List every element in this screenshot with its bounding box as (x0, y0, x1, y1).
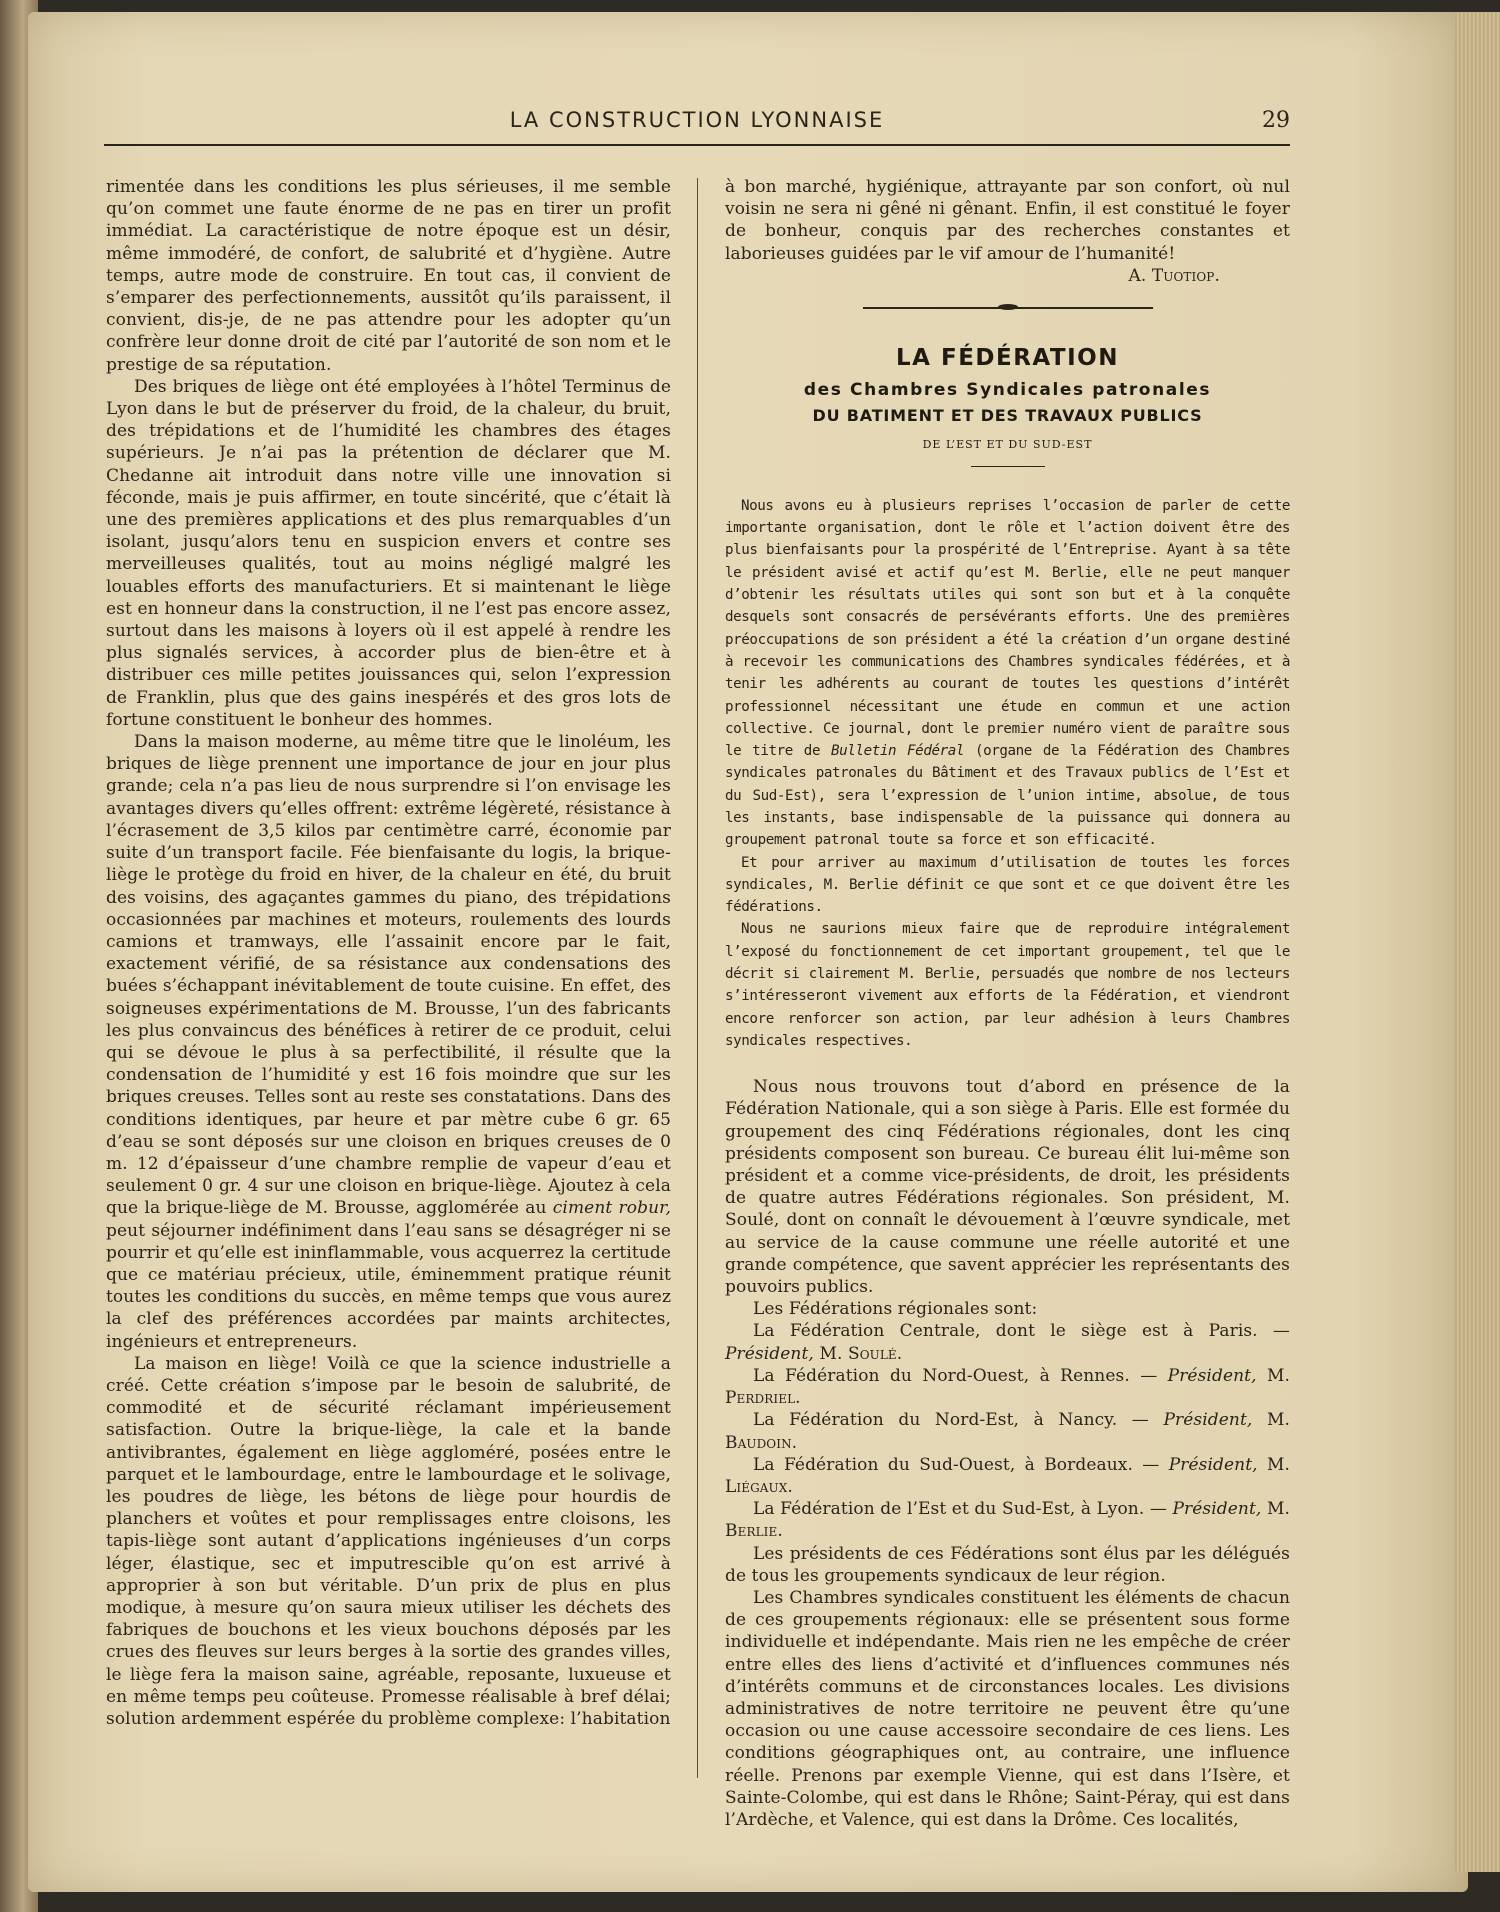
left-column (106, 176, 671, 1730)
right-column (725, 176, 1290, 1831)
column-divider (697, 178, 698, 1778)
intro-paragraph (725, 495, 1290, 852)
section-ornament (863, 303, 1153, 313)
federation-item: La Fédération du Nord-Ouest, à Rennes. — Président, M. Perdriel. (725, 1365, 1290, 1409)
federation-item: La Fédération du Nord-Est, à Nancy. — Président, M. Baudoin. (725, 1410, 1290, 1453)
section-subtitle: DU BATIMENT ET DES TRAVAUX PUBLICS (812, 406, 1203, 426)
paragraph: Les Fédérations régionales sont: (753, 1299, 1038, 1320)
federation-item: La Fédération de l’Est et du Sud-Est, à Lyon. — Président, M. Berlie. (725, 1499, 1290, 1542)
author-signature: A. Tuotiop. (1128, 265, 1220, 286)
paragraph-text: Dans la maison moderne, au même titre que le linoléum, les briques de liège prennent une importance de jour en jour plus grande; cela n’a pas lieu de nous surprendre si l’on envisage les avantages divers qu’elles offrent: extrême légèreté, résistance à l’écrasement de 3,5 kilos par centimètre carré, économie par suite d’un transport facile. Fée bienfaisante du logis, la brique-liège le protège du froid en hiver, de la chaleur en été, du bruit des voisins, des agaçantes gammes du piano, des trépidations occasionnées par machines et moteurs, roulements des lourds camions et tramways, elle l’assainit encore par le fait, exactement vérifié, de sa résistance aux condensations des buées s’échappant inévitablement de toute cuisine. En effet, des soigneuses expérimentations de M. Brousse, l’un des fabricants les plus convaincus des bénéfices à retirer de ce produit, celui qui se dévoue le plus à sa perfectibilité, il résulte que la condensation de l’humidité y est 16 fois moindre que sur les briques creuses. Telles sont au reste ses constatations. Dans des conditions identiques, par heure et par mètre cube 6 gr. 65 d’eau se sont déposés sur une cloison en briques creuses de 0 m. 12 d’épaisseur d’une chambre remplie de vapeur d’eau et seulement 0 gr. 4 sur une cloison en brique-liège. Ajoutez à cela que la brique-liège de M. Brousse, agglomérée au (106, 732, 671, 1219)
intro-paragraph: Nous ne saurions mieux faire que de reproduire intégralement l’exposé du fonctionnement de cet important groupement, tel que le décrit si clairement M. Berlie, persuadés que nombre de nos lecteurs s’intéresseront vivement aux efforts de la Fédération, et viendront encore renforcer son action, par leur adhésion à leurs Chambres syndicales respectives. (725, 921, 1290, 1049)
paragraph-text: peut séjourner indéfiniment dans l’eau sans se désagréger ni se pourrir et qu’elle est ininflammable, vous acquerrez la certitude que ce matériau précieux, utile, éminemment pratique réunit toutes les conditions du succès, en même temps que vous aurez la clef des préférences accordées par maints architectes, ingénieurs et entrepreneurs. (106, 1220, 671, 1352)
paragraph (106, 731, 671, 1353)
paragraph: La maison en liège! Voilà ce que la science industrielle a créé. Cette création s’impose par le besoin de salubrité, de commodité et de sécurité réclamant impérieusement satisfaction. Outre la brique-liège, la cale et la bande antivibrantes, également en liège aggloméré, posées entre le parquet et le lambourdage, entre le lambourdage et le solivage, les poudres de liège, les bétons de liège pour hourdis de planchers et voûtes et pour remplissages entre cloisons, les tapis-liège sont autant d’applications ingénieuses d’un corps léger, élastique, sec et imputrescible qu’on est arrivé à approprier à son but véritable. D’un prix de plus en plus modique, à mesure qu’on saura mieux utiliser les déchets des fabriques de bouchons et les vieux bouchons déposés par les crues des fleuves sur leurs berges à la sortie des grandes villes, le liège fera la maison saine, agréable, reposante, luxueuse et en même temps peu coûteuse. Promesse réalisable à bref délai; solution ardemment espérée du problème complexe: l’habitation (106, 1353, 671, 1730)
section-rule (971, 466, 1045, 467)
intro-text: Nous avons eu à plusieurs reprises l’occasion de parler de cette importante organisation, dont le rôle et l’action doivent être des plus bienfaisants pour la prospérité de l’Entreprise. Ayant à sa tête le président avisé et actif qu’est M. Berlie, elle ne peut manquer d’obtenir les résultats utiles qui sont son but et à la conquête desquels sont consacrés de persévérants efforts. Une des premières préoccupations de son président a été la création d’un organe destiné à recevoir les communications des Chambres syndicales fédérées, et à tenir les adhérents au courant de toutes les questions d’intérêt professionnel nécessitant une étude en commun et une action collective. Ce journal, dont le premier numéro vient de paraître sous le titre de (725, 497, 1290, 760)
intro-paragraph: Et pour arriver au maximum d’utilisation de toutes les forces syndicales, M. Berlie définit ce que sont et ce que doivent être les fédérations. (725, 854, 1290, 916)
italic-term: ciment robur, (552, 1198, 671, 1219)
paragraph: rimentée dans les conditions les plus sérieuses, il me semble qu’on commet une faute énorme de ne pas en tirer un profit immédiat. La caractéristique de notre époque est un désir, même immodéré, de confort, de salubrité et d’hygiène. Autre temps, autre mode de construire. En tout cas, il convient de s’emparer des perfectionnements, aussitôt qu’ils paraissent, il convient, dis-je, de ne pas attendre pour les adopter qu’un confrère leur donne droit de cité par l’autorité de son nom et le prestige de sa réputation. (106, 177, 671, 375)
federation-item: La Fédération du Sud-Ouest, à Bordeaux. — Président, M. Liégaux. (725, 1454, 1290, 1497)
journal-title: LA CONSTRUCTION LYONNAISE (509, 108, 885, 132)
intro-text: (organe de la Fédération des Chambres syndicales patronales du Bâtiment et des Travaux publics de l’Est et du Sud-Est), sera l’expression de l’union intime, absolue, de tous les instants, base indispensable de la puissance qui donnera au groupement patronal toute sa force et son efficacité. (725, 743, 1290, 849)
italic-title: Bulletin Fédéral (831, 743, 965, 760)
paragraph: Les Chambres syndicales constituent les éléments de chacun de ces groupements régionaux: elle se présentent sous forme individuelle et indépendante. Mais rien ne les empêche de créer entre elles des liens d’activité et d’influences communes nés d’intérêts communs et de circonstances locales. Les divisions administratives de notre territoire ne peuvent être qu’une occasion ou une cause accessoire secondaire de ces liens. Les conditions géographiques ont, au contraire, une influence réelle. Prenons par exemple Vienne, qui est dans l’Isère, et Sainte-Colombe, qui est dans le Rhône; Saint-Péray, qui est dans l’Ardèche, et Valence, qui est dans la Drôme. Ces localités, (725, 1587, 1290, 1830)
paragraph: à bon marché, hygiénique, attrayante par son confort, où nul voisin ne sera ni gêné ni gênant. Enfin, il est constitué le foyer de bonheur, conquis par des recherches constantes et laborieuses guidées par le vif amour de l’humanité! (725, 177, 1290, 264)
section-subtitle: des Chambres Syndicales patronales (803, 380, 1212, 401)
paragraph: Les présidents de ces Fédérations sont élus par les délégués de tous les groupements syndicaux de leur région. (725, 1543, 1290, 1586)
article-body (725, 1076, 1290, 1831)
intro-block (725, 495, 1290, 1052)
running-header (104, 104, 1290, 146)
section-title: LA FÉDÉRATION (896, 345, 1119, 372)
paragraph: Nous nous trouvons tout d’abord en présence de la Fédération Nationale, qui a son siège à Paris. Elle est formée du groupement des cinq Fédérations régionales, dont les cinq présidents composent son bureau. Ce bureau élit lui-même son président et a comme vice-présidents, de droit, les présidents de quatre autres Fédérations régionales. Son président, M. Soulé, dont on connaît le dévouement à l’œuvre syndicale, met au service de la cause commune une réelle autorité et une grande compétence, que savent apprécier les représentants des pouvoirs publics. (725, 1077, 1290, 1298)
page-number: 29 (1262, 108, 1290, 133)
paragraph: Des briques de liège ont été employées à l’hôtel Terminus de Lyon dans le but de préserver du froid, de la chaleur, du bruit, des trépidations et de l’humidité les chambres des étages supérieurs. Je n’ai pas la prétention de déclarer que M. Chedanne ait introduit dans notre ville une innovation si féconde, mais je puis affirmer, en toute sincérité, que c’était là une des premières applications et des plus remarquables d’un isolant, jusqu’alors tenu en suspicion envers et contre ses merveilleuses qualités, tout au moins négligé malgré les louables efforts des manufacturiers. Et si maintenant le liège est en honneur dans la construction, il ne l’est pas encore assez, surtout dans les maisons à loyers où il est appelé à rendre les plus signalés services, à accorder plus de bien-être et à distribuer ces mille petites jouissances qui, selon l’expression de Franklin, plus que des gains inespérés et des gros lots de fortune constituent le bonheur des hommes. (106, 376, 671, 730)
page-stack-edge (1454, 12, 1500, 1872)
section-subtitle: DE L’EST ET DU SUD-EST (922, 437, 1093, 451)
federation-item: La Fédération Centrale, dont le siège est à Paris. — Président, M. Soulé. (725, 1321, 1290, 1364)
